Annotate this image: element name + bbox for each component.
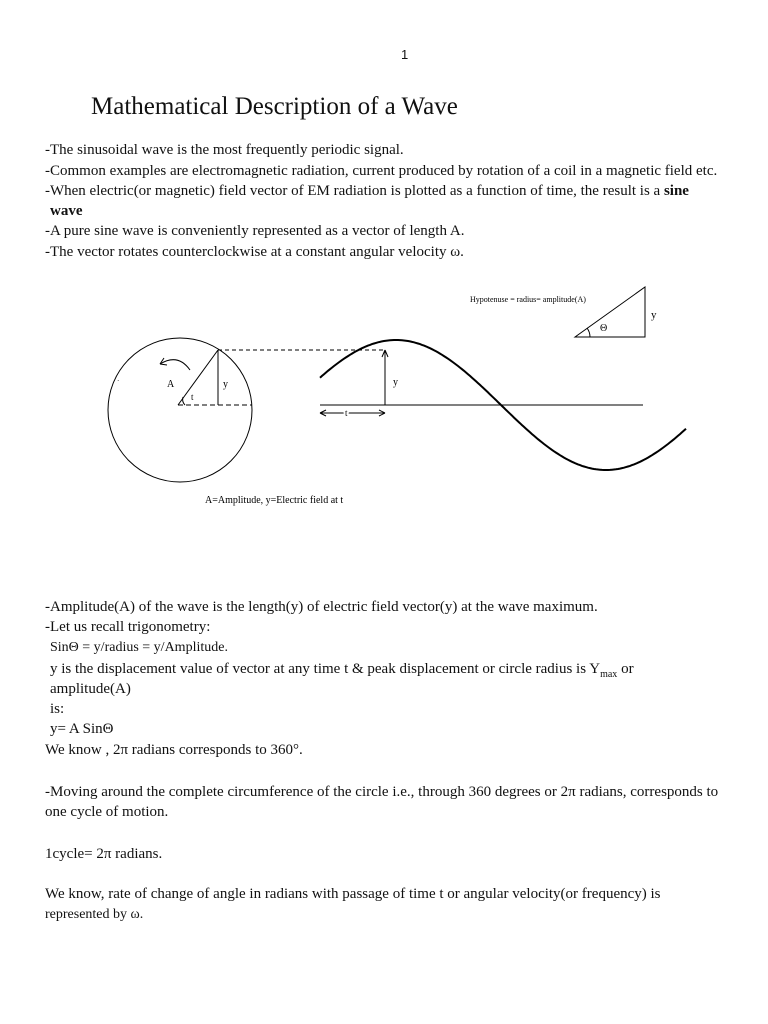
recall-line: -Let us recall trigonometry:: [45, 619, 211, 635]
rate-line-1: We know, rate of change of angle in radians with passage of time t or angular velocity(or frequency) is: [45, 886, 661, 902]
hypotenuse-label: Hypotenuse = radius= amplitude(A): [470, 295, 586, 304]
ymax-subscript: max: [600, 669, 618, 680]
amplitude-a-line: amplitude(A): [50, 681, 131, 697]
sine-wave: [320, 340, 686, 470]
page-number: 1: [401, 47, 409, 62]
triangle-y-label: y: [651, 309, 657, 321]
page-title: Mathematical Description of a Wave: [91, 93, 458, 120]
wave-y-label: y: [393, 377, 398, 388]
intro-line-3-text: -When electric(or magnetic) field vector of EM radiation is plotted as a function of time, the result is a: [45, 183, 661, 199]
wave-bold: wave: [50, 203, 83, 219]
radians-line: We know , 2π radians corresponds to 360°.: [45, 742, 303, 758]
intro-line-6: -The vector rotates counterclockwise at a constant angular velocity ω.: [45, 244, 464, 260]
intro-line-5: -A pure sine wave is conveniently represented as a vector of length A.: [45, 223, 465, 239]
figure-caption: A=Amplitude, y=Electric field at t: [205, 495, 344, 506]
sine-bold: sine: [663, 183, 689, 199]
cycle-line: 1cycle= 2π radians.: [45, 846, 163, 862]
y-formula: y= A SinΘ: [50, 721, 114, 737]
is-line: is:: [50, 701, 65, 717]
intro-line-1: -The sinusoidal wave is the most frequently periodic signal.: [45, 142, 404, 158]
intro-line-2: -Common examples are electromagnetic radiation, current produced by rotation of a coil in a magnetic field etc.: [45, 163, 718, 179]
wave-t-label: t: [345, 408, 348, 418]
displacement-line: [50, 659, 634, 685]
sin-formula-line: SinΘ = y/radius = y/Amplitude.: [50, 640, 228, 655]
displacement-or: or: [621, 661, 634, 677]
amplitude-line: -Amplitude(A) of the wave is the length(y) of electric field vector(y) at the wave maximum.: [45, 599, 598, 615]
circle-A-label: A: [167, 379, 175, 390]
displacement-text: y is the displacement value of vector at any time t & peak displacement or circle radius is Y: [50, 661, 601, 677]
rate-line-2: represented by ω.: [45, 907, 144, 922]
moving-line-2: one cycle of motion.: [45, 804, 169, 820]
moving-line-1: -Moving around the complete circumference of the circle i.e., through 360 degrees or 2π radians, corresponds to: [45, 784, 719, 800]
triangle-theta-label: Θ: [600, 323, 608, 334]
circle-dot: ·: [117, 377, 120, 385]
circle-y-label: y: [223, 379, 228, 390]
circle-t-label: t: [191, 392, 194, 402]
